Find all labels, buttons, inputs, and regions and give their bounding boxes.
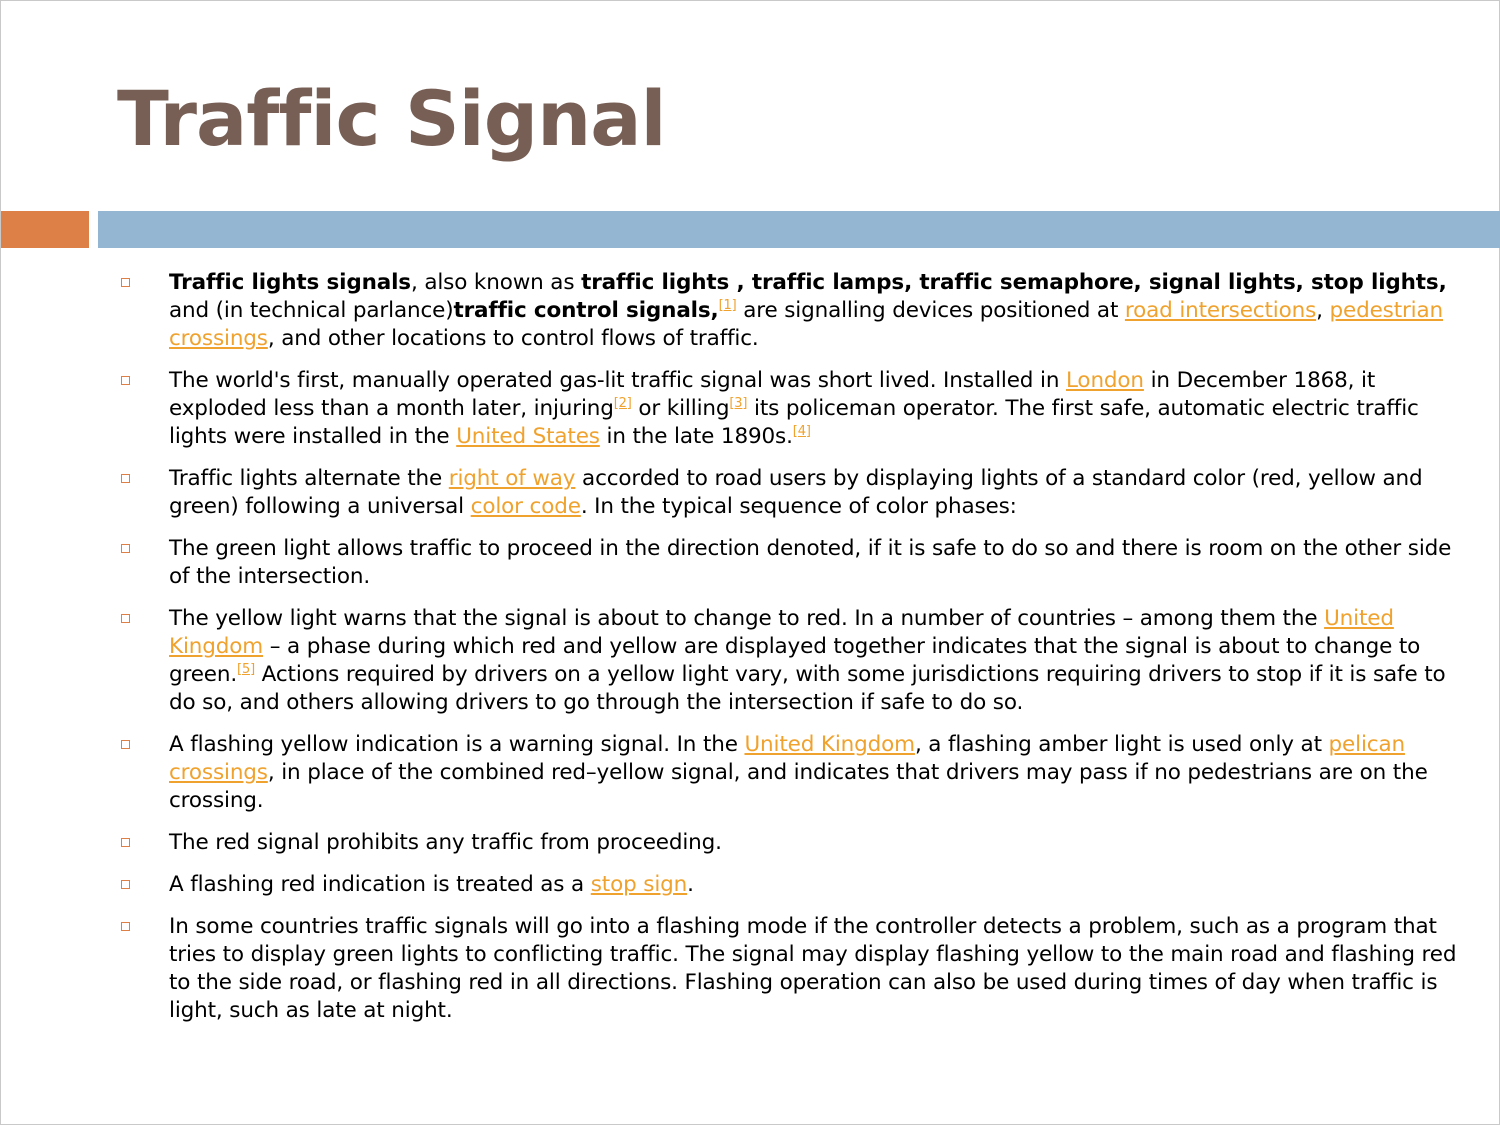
bullet-text: . In the typical sequence of color phases: xyxy=(580,494,1017,519)
slide-title: Traffic Signal xyxy=(117,74,666,163)
bullet-text: , a flashing amber light is used only at xyxy=(914,732,1329,757)
accent-bar-orange xyxy=(1,211,89,248)
square-bullet-icon xyxy=(121,474,130,483)
square-bullet-icon xyxy=(121,922,130,931)
bullet-text: – a phase during which red and yellow are displayed together indicates that the signal is about to change to green. xyxy=(169,634,1421,687)
citation-link[interactable]: [3] xyxy=(729,396,748,411)
bullet-text: The yellow light warns that the signal is about to change to red. In a number of countries – among them the xyxy=(169,606,1325,631)
text-link[interactable]: United Kingdom xyxy=(169,606,1394,659)
bullet-item xyxy=(119,829,1459,857)
square-bullet-icon xyxy=(121,376,130,385)
bullet-text: , xyxy=(1316,298,1330,323)
bold-term: traffic lights , traffic lamps, traffic semaphore, signal lights, stop lights, xyxy=(581,270,1447,295)
square-bullet-icon xyxy=(121,544,130,553)
bullet-text: , also known as xyxy=(410,270,582,295)
bullet-item xyxy=(119,605,1459,717)
bullet-item xyxy=(119,367,1459,451)
text-link[interactable]: pedestrian crossings xyxy=(169,298,1443,351)
bullet-text: its policeman operator. The first safe, automatic electric traffic lights were installed in the xyxy=(169,396,1419,449)
bold-term: Traffic lights signals xyxy=(169,270,411,295)
citation-link[interactable]: [1] xyxy=(718,298,737,313)
bullet-item xyxy=(119,535,1459,591)
bullet-text: Actions required by drivers on a yellow light vary, with some jurisdictions requiring drivers to stop if it is safe to do so, and others allowing drivers to go through the intersection if safe to do so. xyxy=(169,662,1446,715)
bullet-text: The world's first, manually operated gas-lit traffic signal was short lived. Installed in xyxy=(169,368,1066,393)
bullet-text: are signalling devices positioned at xyxy=(736,298,1125,323)
bullet-text: The red signal prohibits any traffic from proceeding. xyxy=(169,830,722,855)
text-link[interactable]: color code xyxy=(470,494,581,519)
bullet-item xyxy=(119,913,1459,1025)
bullet-item xyxy=(119,465,1459,521)
bullet-text: and (in technical parlance) xyxy=(169,298,454,323)
citation-link[interactable]: [4] xyxy=(792,424,811,439)
bullet-text: in the late 1890s. xyxy=(599,424,793,449)
citation-link[interactable]: [5] xyxy=(237,662,255,677)
text-link[interactable]: London xyxy=(1065,368,1144,393)
bullet-item xyxy=(119,871,1459,899)
bullet-text: . xyxy=(687,872,694,897)
bullet-item xyxy=(119,269,1459,353)
square-bullet-icon xyxy=(121,740,130,749)
bullet-item xyxy=(119,731,1459,815)
bullet-text: or killing xyxy=(631,396,730,421)
citation-link[interactable]: [2] xyxy=(613,396,632,411)
bullet-text: in December 1868, it exploded less than a month later, injuring xyxy=(169,368,1376,421)
text-link[interactable]: United Kingdom xyxy=(744,732,915,757)
bullet-text: A flashing yellow indication is a warning signal. In the xyxy=(169,732,745,757)
accent-bar-blue xyxy=(98,211,1500,248)
square-bullet-icon xyxy=(121,880,130,889)
square-bullet-icon xyxy=(121,278,130,287)
text-link[interactable]: stop sign xyxy=(590,872,688,897)
square-bullet-icon xyxy=(121,614,130,623)
bold-term: traffic control signals, xyxy=(453,298,719,323)
bullet-text: Traffic lights alternate the xyxy=(169,466,449,491)
bullet-text: In some countries traffic signals will go into a flashing mode if the controller detects a problem, such as a program that tries to display green lights to conflicting traffic. The signal may display flashing yellow to the main road and flashing red to the side road, or flashing red in all directions. Flashing operation can also be used during times of day when traffic is light, such as late at night. xyxy=(169,914,1457,1023)
text-link[interactable]: United States xyxy=(456,424,600,449)
text-link[interactable]: pelican crossings xyxy=(169,732,1405,785)
bullet-text: A flashing red indication is treated as a xyxy=(169,872,591,897)
square-bullet-icon xyxy=(121,838,130,847)
text-link[interactable]: road intersections xyxy=(1124,298,1317,323)
bullet-text: accorded to road users by displaying lights of a standard color (red, yellow and green) following a universal xyxy=(169,466,1423,519)
bullet-text: The green light allows traffic to proceed in the direction denoted, if it is safe to do so and there is room on the other side of the intersection. xyxy=(169,536,1452,589)
bullet-text: , and other locations to control flows of traffic. xyxy=(267,326,759,351)
bullet-list xyxy=(119,269,1459,1039)
text-link[interactable]: right of way xyxy=(448,466,576,491)
bullet-text: , in place of the combined red–yellow signal, and indicates that drivers may pass if no pedestrians are on the crossing. xyxy=(169,760,1428,813)
